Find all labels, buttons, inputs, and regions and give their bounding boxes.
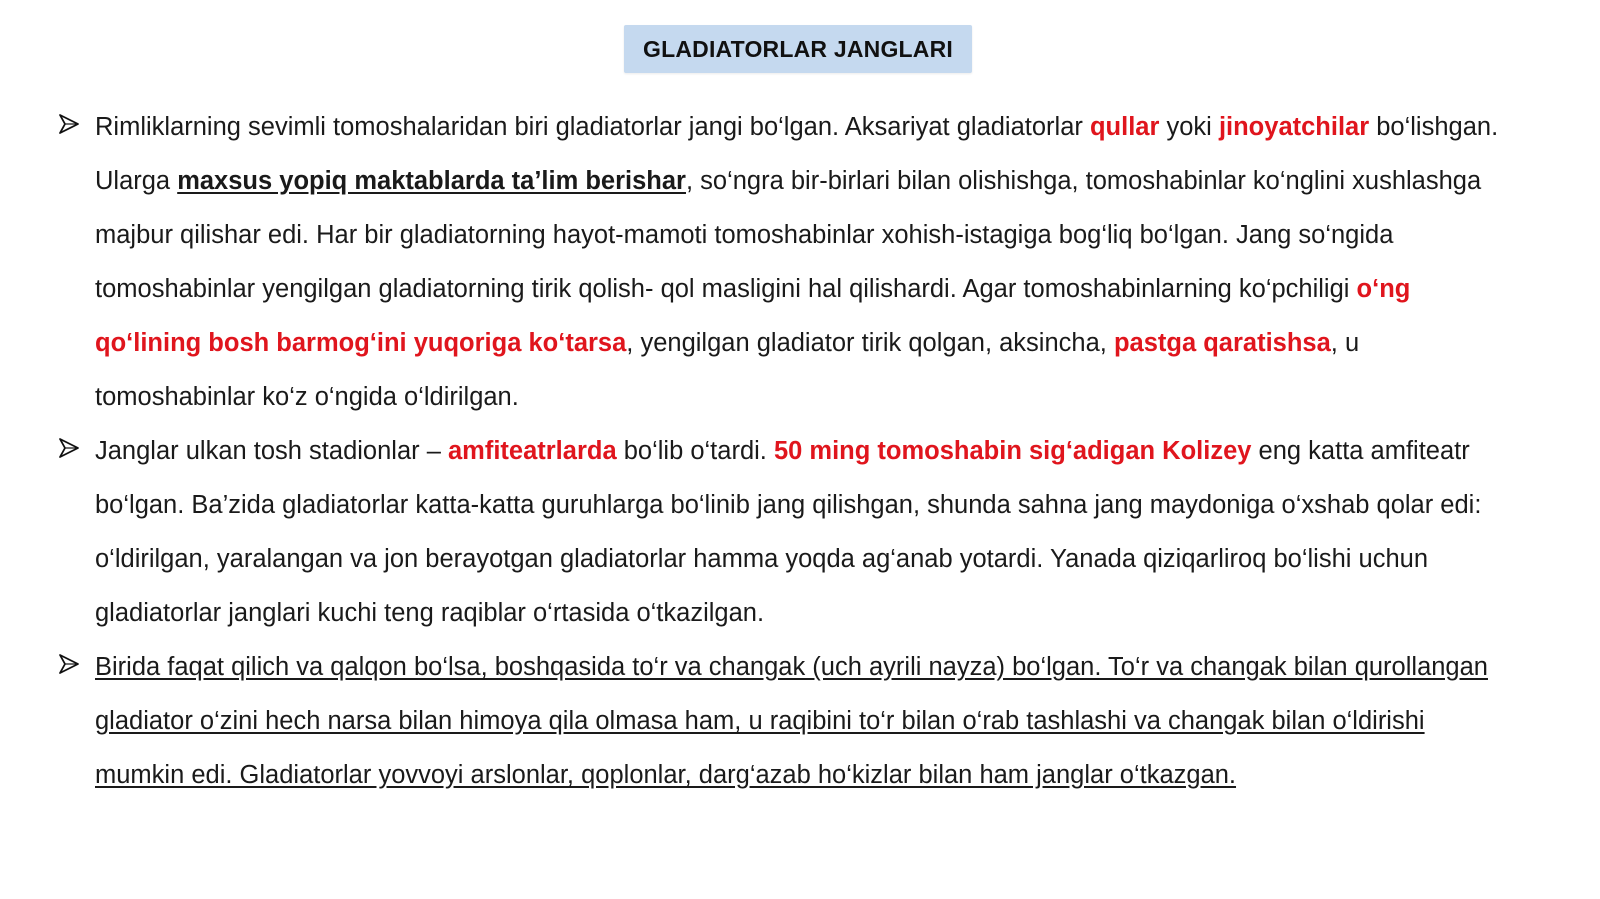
highlight-text: amfiteatrlarda: [447, 437, 617, 465]
bullet-text: yoki: [1159, 113, 1219, 141]
slide-title: GLADIATORLAR JANGLARI: [642, 35, 953, 62]
arrowhead-bullet-icon: [58, 113, 80, 135]
highlight-text: pastga qaratishsa: [1113, 329, 1331, 357]
bullet-item-1: [58, 100, 1518, 424]
bullet-text: bo‘lishgan. Ularga: [95, 113, 1499, 195]
bullet-item-3: [58, 640, 1518, 802]
bullet-text: , u tomoshabinlar ko‘z o‘ngida o‘ldirilgan.: [95, 329, 1360, 411]
underlined-emphasis: maxsus yopiq maktablarda ta’lim berishar: [177, 167, 686, 195]
bullet-text: Janglar ulkan tosh stadionlar –: [95, 437, 448, 465]
bullet-text: , yengilgan gladiator tirik qolgan, aksincha,: [626, 329, 1114, 357]
highlight-text: 50 ming tomoshabin sig‘adigan Kolizey: [773, 437, 1252, 465]
arrowhead-bullet-icon: [58, 437, 80, 459]
arrowhead-bullet-icon: [58, 653, 80, 675]
highlight-text: qullar: [1089, 113, 1160, 141]
bullet-text: eng katta amfiteatr bo‘lgan. Ba’zida gladiatorlar katta-katta guruhlarga bo‘linib jang qilishgan, shunda sahna jang maydoniga o‘xshab qolar edi: o‘ldirilgan, yaralangan va jon berayotgan gladiatorlar hamma yoqda ag‘anab yotardi. Yanada qiziqarliroq bo‘lishi uchun gladiatorlar janglari kuchi teng raqiblar o‘rtasida o‘tkazilgan.: [95, 437, 1482, 627]
underlined-paragraph: Birida faqat qilich va qalqon bo‘lsa, boshqasida to‘r va changak (uch ayrili nayza) bo‘lgan. To‘r va changak bilan qurollangan gladiator o‘zini hech narsa bilan himoya qila olmasa ham, u raqibini to‘r bilan o‘rab tashlashi va changak bilan o‘ldirishi mumkin edi. Gladiatorlar yovvoyi arslonlar, qoplonlar, darg‘azab ho‘kizlar bilan ham janglar o‘tkazgan.: [95, 653, 1488, 789]
bullet-text: , so‘ngra bir-birlari bilan olishishga, tomoshabinlar ko‘nglini xushlashga majbur qilishar edi. Har bir gladiatorning hayot-mamoti tomoshabinlar xohish-istagiga bog‘liq bo‘lgan. Jang so‘ngida tomoshabinlar yengilgan gladiatorning tirik qolish- qol masligini hal qilishardi. Agar tomoshabinlarning ko‘pchiligi: [95, 167, 1482, 303]
bullet-list: [58, 100, 1518, 802]
title-box: [624, 25, 972, 73]
highlight-text: jinoyatchilar: [1218, 113, 1370, 141]
bullet-item-2: [58, 424, 1518, 640]
bullet-text: bo‘lib o‘tardi.: [616, 437, 774, 465]
highlight-text: o‘ng qo‘lining bosh barmog‘ini yuqoriga ko‘tarsa: [95, 275, 1411, 357]
bullet-text: Rimliklarning sevimli tomoshalaridan biri gladiatorlar jangi bo‘lgan. Aksariyat gladiatorlar: [95, 113, 1090, 141]
